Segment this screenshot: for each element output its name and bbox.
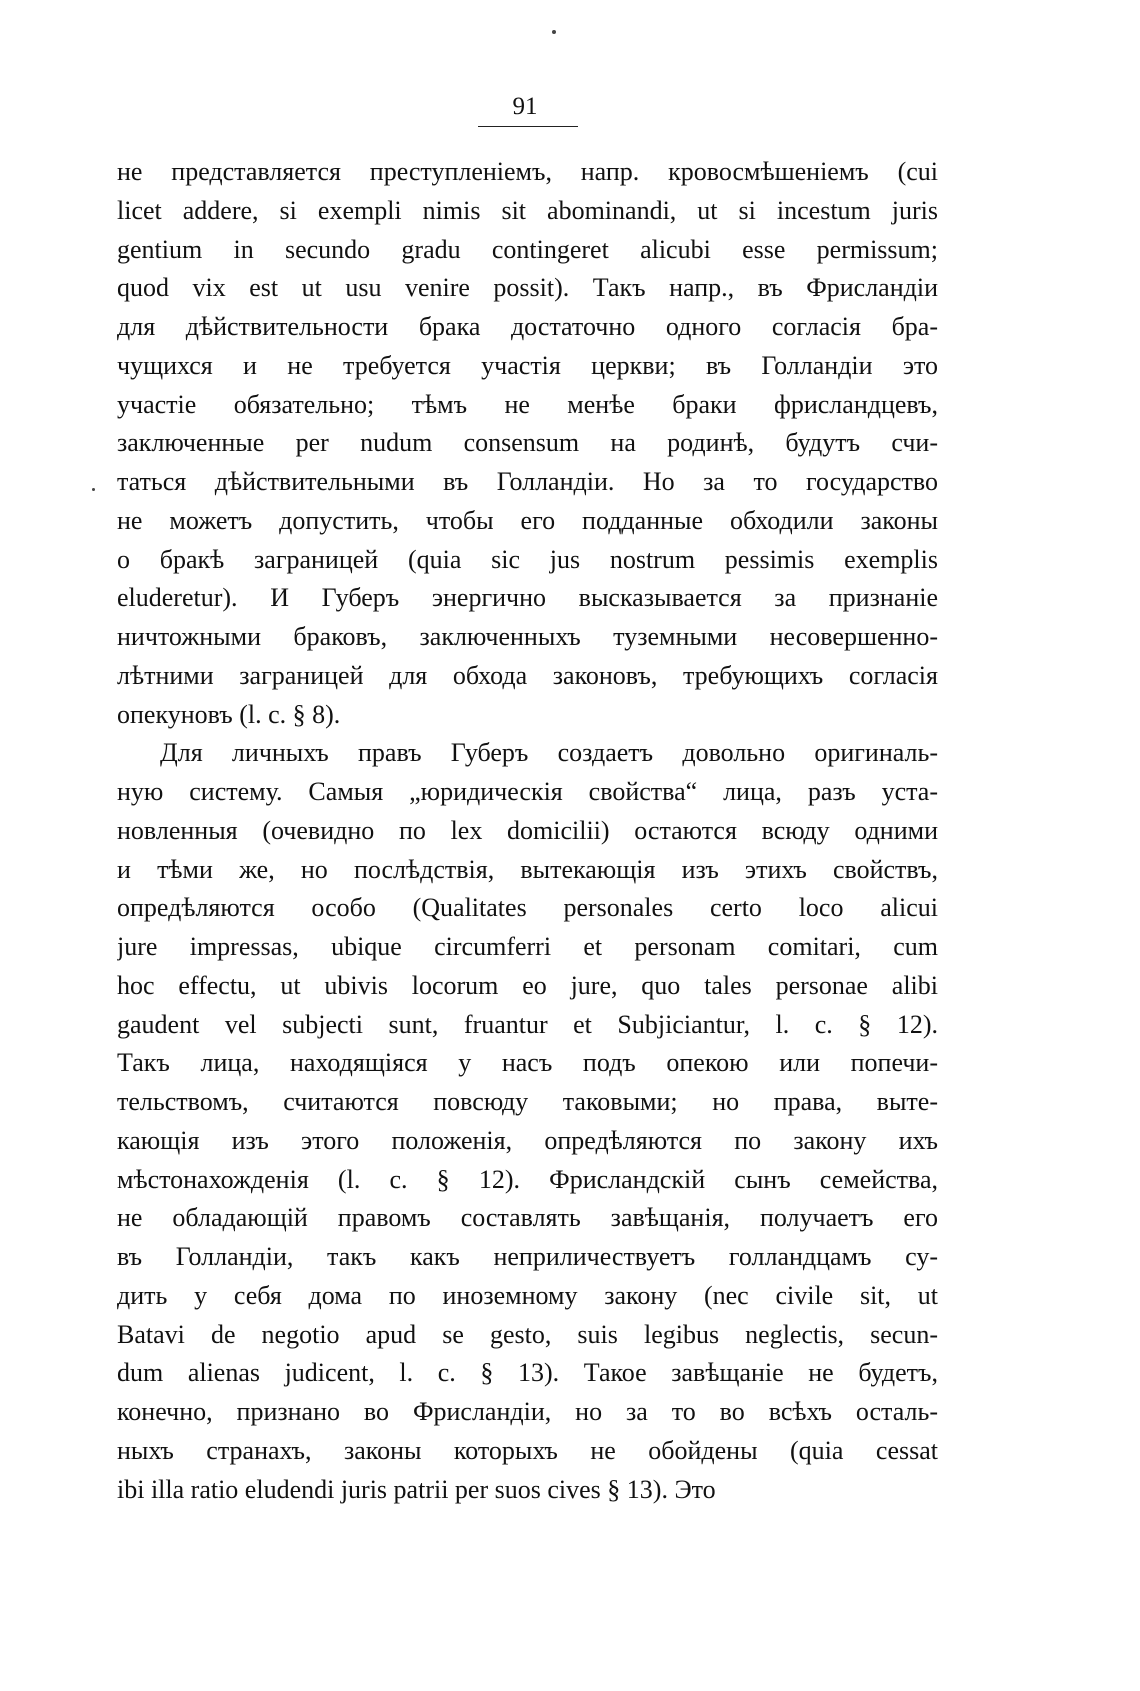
text-line: dum alienas judicent, l. c. § 13). Такое завѣщаніе не будетъ, xyxy=(117,1358,938,1388)
text-line: лѣтними заграницей для обхода законовъ, требующихъ согласія xyxy=(117,660,938,690)
text-line: Для личныхъ правъ Губеръ создаетъ довольно оригиналь- xyxy=(160,738,938,768)
text-line: Batavi de negotio apud se gesto, suis legibus neglectis, secun- xyxy=(117,1319,938,1349)
text-line: gaudent vel subjecti sunt, fruantur et Subjiciantur, l. c. § 12). xyxy=(117,1009,938,1039)
text-line: licet addere, si exempli nimis sit abominandi, ut si incestum juris xyxy=(117,195,938,225)
text-line: мѣстонахожденія (l. c. § 12). Фрисландскій сынъ семейства, xyxy=(117,1164,938,1194)
text-line: ibi illa ratio eludendi juris patrii per suos cives § 13). Это xyxy=(117,1474,716,1504)
text-line: чущихся и не требуется участія церкви; въ Голландіи это xyxy=(117,350,938,380)
text-line: для дѣйствительности брака достаточно одного согласія бра- xyxy=(117,312,938,341)
text-line: и тѣми же, но послѣдствія, вытекающія изъ этихъ свойствъ, xyxy=(117,854,938,884)
text-line: заключенные per nudum consensum на родинѣ, будутъ счи- xyxy=(117,428,938,458)
text-line: quod vix est ut usu venire possit). Такъ напр., въ Фрисландіи xyxy=(117,273,938,303)
text-line: Такъ лица, находящіяся у насъ подъ опекою или попечи- xyxy=(117,1048,938,1078)
text-line: кающія изъ этого положенія, опредѣляются по закону ихъ xyxy=(117,1125,938,1155)
text-line: eluderetur). И Губеръ энергично высказывается за признаніе xyxy=(117,583,938,613)
text-line: конечно, признано во Фрисландіи, но за то во всѣхъ осталь- xyxy=(117,1397,938,1426)
paragraph xyxy=(117,734,938,1509)
text-line: не можетъ допустить, чтобы его подданные обходили законы xyxy=(117,505,938,535)
text-line: новленныя (очевидно по lex domicilii) остаются всюду одними xyxy=(117,815,938,845)
text-line: jure impressas, ubique circumferri et personam comitari, cum xyxy=(117,932,938,961)
text-line: hoc effectu, ut ubivis locorum eo jure, quo tales personae alibi xyxy=(117,970,938,1000)
text-line: ную систему. Самыя „юридическія свойства“ лица, разъ уста- xyxy=(117,777,938,806)
print-speck xyxy=(92,488,95,491)
text-line: о бракѣ заграницей (quia sic jus nostrum pessimis exemplis xyxy=(117,544,938,574)
page-number-rule xyxy=(478,126,578,127)
print-speck xyxy=(552,30,556,34)
text-line: ничтожными браковъ, заключенныхъ туземными несовершенно- xyxy=(117,622,938,651)
text-line: участіе обязательно; тѣмъ не менѣе браки фрисландцевъ, xyxy=(117,389,938,419)
text-line: таться дѣйствительными въ Голландіи. Но за то государство xyxy=(117,467,938,496)
body-text xyxy=(117,153,938,1509)
text-line: опредѣляются особо (Qualitates personales certo loco alicui xyxy=(117,893,938,923)
text-line: тельствомъ, считаются повсюду таковыми; но права, выте- xyxy=(117,1087,938,1116)
text-line: опекуновъ (l. c. § 8). xyxy=(117,699,341,729)
page-number: 91 xyxy=(512,93,538,120)
text-line: не обладающій правомъ составлять завѣщанія, получаетъ его xyxy=(117,1203,938,1233)
text-line: не представляется преступленіемъ, напр. кровосмѣшеніемъ (cui xyxy=(117,157,938,186)
paragraph xyxy=(117,153,938,734)
text-line: дить у себя дома по иноземному закону (nec civile sit, ut xyxy=(117,1280,938,1310)
text-line: ныхъ странахъ, законы которыхъ не обойдены (quia cessat xyxy=(117,1435,938,1465)
text-line: gentium in secundo gradu contingeret alicubi esse permissum; xyxy=(117,234,938,264)
text-line: въ Голландіи, такъ какъ неприличествуетъ голландцамъ су- xyxy=(117,1242,938,1271)
